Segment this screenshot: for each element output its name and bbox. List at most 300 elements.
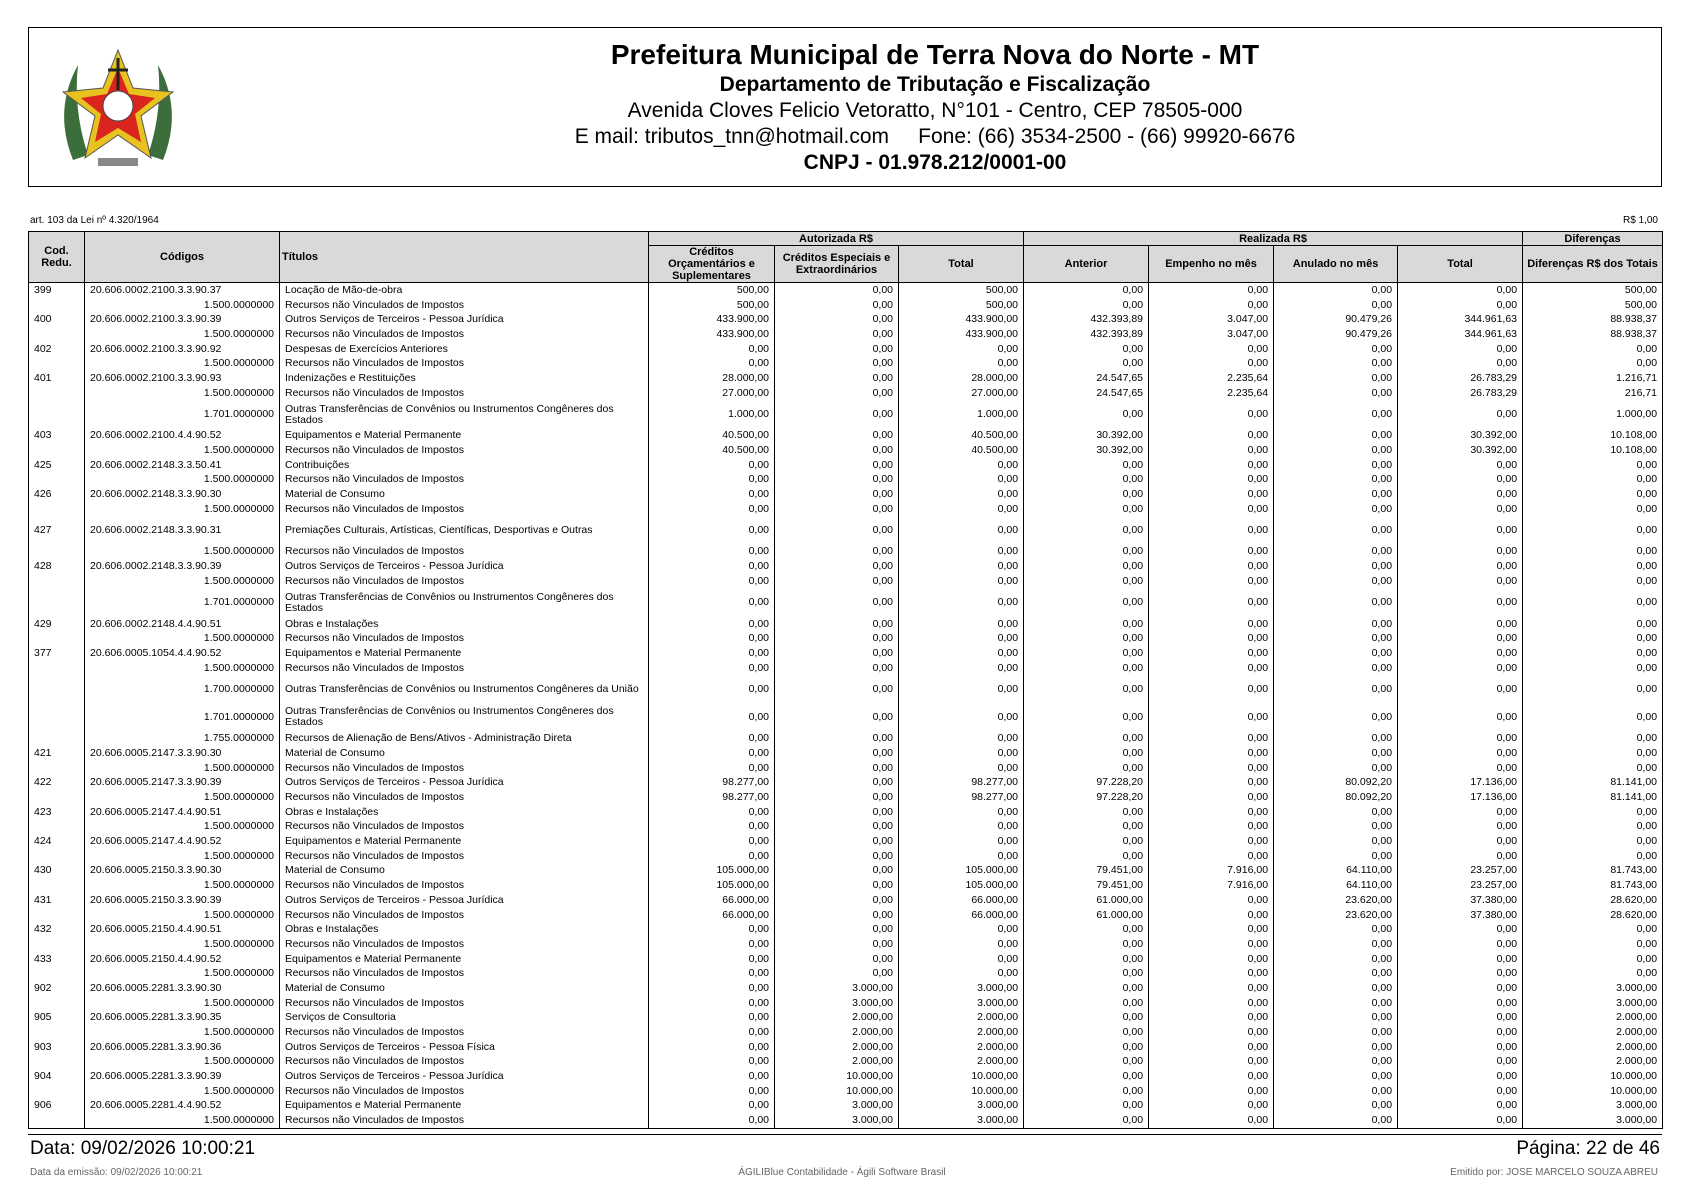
cell-total-aut: 0,00 (899, 473, 1024, 488)
cell-anterior: 0,00 (1024, 356, 1149, 371)
cell-titulo: Equipamentos e Material Permanente (280, 834, 649, 849)
cell-total-aut: 2.000,00 (899, 1055, 1024, 1070)
cell-empenho: 0,00 (1149, 1069, 1274, 1084)
cell-diferenca: 1.216,71 (1523, 371, 1663, 386)
cell-total-aut: 27.000,00 (899, 386, 1024, 401)
cell-titulo: Recursos não Vinculados de Impostos (280, 1055, 649, 1070)
cell-total-aut: 2.000,00 (899, 1011, 1024, 1026)
table-row (29, 517, 1663, 545)
cell-cred-esp: 0,00 (775, 790, 899, 805)
cell-titulo: Recursos não Vinculados de Impostos (280, 631, 649, 646)
cell-total-aut: 0,00 (899, 631, 1024, 646)
cell-empenho: 2.235,64 (1149, 386, 1274, 401)
cell-titulo: Outros Serviços de Terceiros - Pessoa Física (280, 1040, 649, 1055)
cell-total-real: 0,00 (1398, 517, 1523, 545)
cell-cred-orc: 0,00 (649, 731, 775, 746)
header-subtitle: Departamento de Tributação e Fiscalização (719, 72, 1151, 96)
col-empenho: Empenho no mês (1149, 246, 1274, 283)
cell-anulado: 0,00 (1274, 1069, 1398, 1084)
cell-empenho: 0,00 (1149, 746, 1274, 761)
cell-titulo: Recursos não Vinculados de Impostos (280, 966, 649, 981)
cell-empenho: 0,00 (1149, 805, 1274, 820)
cell-diferenca: 2.000,00 (1523, 1011, 1663, 1026)
cell-anterior: 0,00 (1024, 545, 1149, 560)
cell-cred-orc: 0,00 (649, 1069, 775, 1084)
table-row (29, 952, 1663, 967)
cell-anterior: 0,00 (1024, 922, 1149, 937)
table-row (29, 966, 1663, 981)
cell-total-aut: 66.000,00 (899, 893, 1024, 908)
cell-total-real: 17.136,00 (1398, 776, 1523, 791)
cell-cred-esp: 0,00 (775, 761, 899, 776)
cell-anulado: 23.620,00 (1274, 893, 1398, 908)
cell-cred-esp: 0,00 (775, 631, 899, 646)
cell-empenho: 0,00 (1149, 996, 1274, 1011)
cell-total-real: 26.783,29 (1398, 386, 1523, 401)
cell-total-real: 0,00 (1398, 1011, 1523, 1026)
cell-empenho: 0,00 (1149, 473, 1274, 488)
cell-empenho: 0,00 (1149, 966, 1274, 981)
cell-cod: 431 (29, 893, 85, 908)
cell-diferenca: 0,00 (1523, 473, 1663, 488)
cell-anulado: 0,00 (1274, 805, 1398, 820)
cell-titulo: Outras Transferências de Convênios ou Instrumentos Congêneres dos Estados (280, 401, 649, 429)
cell-diferenca: 88.938,37 (1523, 312, 1663, 327)
cell-diferenca: 216,71 (1523, 386, 1663, 401)
cell-total-aut: 0,00 (899, 966, 1024, 981)
cell-cod (29, 356, 85, 371)
col-diferencas: Diferenças R$ dos Totais (1523, 246, 1663, 283)
cell-empenho: 0,00 (1149, 545, 1274, 560)
cell-anulado: 0,00 (1274, 298, 1398, 313)
cell-total-aut: 0,00 (899, 731, 1024, 746)
cell-titulo: Recursos não Vinculados de Impostos (280, 473, 649, 488)
cell-diferenca: 500,00 (1523, 283, 1663, 298)
cell-anterior: 0,00 (1024, 458, 1149, 473)
cell-codigo: 20.606.0002.2148.3.3.50.41 (85, 458, 280, 473)
cell-cred-orc: 0,00 (649, 646, 775, 661)
cell-codigo: 1.500.0000000 (85, 661, 280, 676)
cell-anterior: 30.392,00 (1024, 429, 1149, 444)
table-row (29, 893, 1663, 908)
cell-empenho: 7.916,00 (1149, 878, 1274, 893)
cell-anterior: 0,00 (1024, 981, 1149, 996)
cell-total-aut: 0,00 (899, 952, 1024, 967)
cell-diferenca: 10.000,00 (1523, 1084, 1663, 1099)
cell-anterior: 0,00 (1024, 952, 1149, 967)
cell-total-aut: 2.000,00 (899, 1025, 1024, 1040)
cell-cred-orc: 0,00 (649, 1025, 775, 1040)
cell-total-real: 37.380,00 (1398, 908, 1523, 923)
cell-diferenca: 3.000,00 (1523, 1113, 1663, 1128)
cell-total-aut: 1.000,00 (899, 401, 1024, 429)
cell-anulado: 90.479,26 (1274, 327, 1398, 342)
cell-diferenca: 0,00 (1523, 952, 1663, 967)
cell-cred-orc: 0,00 (649, 675, 775, 703)
cell-anterior: 0,00 (1024, 1099, 1149, 1114)
cell-titulo: Recursos não Vinculados de Impostos (280, 790, 649, 805)
cell-titulo: Recursos não Vinculados de Impostos (280, 937, 649, 952)
cell-diferenca: 0,00 (1523, 487, 1663, 502)
cell-empenho: 0,00 (1149, 487, 1274, 502)
cell-cod (29, 327, 85, 342)
cell-cred-orc: 105.000,00 (649, 864, 775, 879)
cell-total-real: 0,00 (1398, 1084, 1523, 1099)
cell-diferenca: 2.000,00 (1523, 1055, 1663, 1070)
cell-diferenca: 1.000,00 (1523, 401, 1663, 429)
cell-codigo: 1.500.0000000 (85, 849, 280, 864)
municipal-coat-of-arms-icon (43, 40, 193, 176)
cell-titulo: Recursos não Vinculados de Impostos (280, 443, 649, 458)
cell-total-aut: 0,00 (899, 820, 1024, 835)
table-row (29, 834, 1663, 849)
cell-total-real: 0,00 (1398, 646, 1523, 661)
cell-diferenca: 10.000,00 (1523, 1069, 1663, 1084)
cell-diferenca: 28.620,00 (1523, 908, 1663, 923)
cell-anterior: 0,00 (1024, 805, 1149, 820)
table-row (29, 703, 1663, 731)
table-row (29, 937, 1663, 952)
cell-anulado: 23.620,00 (1274, 908, 1398, 923)
table-row (29, 298, 1663, 313)
cell-cod: 427 (29, 517, 85, 545)
cell-anulado: 0,00 (1274, 559, 1398, 574)
cell-cred-orc: 0,00 (649, 746, 775, 761)
cell-cred-orc: 0,00 (649, 487, 775, 502)
cell-cred-orc: 28.000,00 (649, 371, 775, 386)
cell-codigo: 1.755.0000000 (85, 731, 280, 746)
cell-cod: 433 (29, 952, 85, 967)
cell-titulo: Outros Serviços de Terceiros - Pessoa Jurídica (280, 559, 649, 574)
cell-cod: 377 (29, 646, 85, 661)
cell-anterior: 0,00 (1024, 502, 1149, 517)
group-realizada: Realizada R$ (1024, 232, 1523, 246)
cell-cred-esp: 0,00 (775, 517, 899, 545)
cell-empenho: 0,00 (1149, 283, 1274, 298)
cell-codigo: 1.500.0000000 (85, 1084, 280, 1099)
cell-total-real: 0,00 (1398, 356, 1523, 371)
cell-codigo: 1.500.0000000 (85, 966, 280, 981)
cell-anterior: 0,00 (1024, 996, 1149, 1011)
cell-titulo: Outras Transferências de Convênios ou Instrumentos Congêneres da União (280, 675, 649, 703)
cell-cred-esp: 0,00 (775, 675, 899, 703)
cell-anulado: 0,00 (1274, 1113, 1398, 1128)
cell-cred-orc: 0,00 (649, 834, 775, 849)
cell-empenho: 0,00 (1149, 401, 1274, 429)
cell-total-real: 0,00 (1398, 834, 1523, 849)
cell-diferenca: 2.000,00 (1523, 1040, 1663, 1055)
cell-total-aut: 0,00 (899, 617, 1024, 632)
cell-cred-esp: 2.000,00 (775, 1025, 899, 1040)
cell-empenho: 0,00 (1149, 458, 1274, 473)
cell-diferenca: 0,00 (1523, 820, 1663, 835)
cell-diferenca: 0,00 (1523, 342, 1663, 357)
cell-cred-esp: 0,00 (775, 805, 899, 820)
cell-total-real: 0,00 (1398, 996, 1523, 1011)
cell-cod: 429 (29, 617, 85, 632)
cell-anulado: 0,00 (1274, 661, 1398, 676)
cell-cred-orc: 27.000,00 (649, 386, 775, 401)
cell-total-real: 30.392,00 (1398, 443, 1523, 458)
cell-cod: 400 (29, 312, 85, 327)
cell-titulo: Recursos não Vinculados de Impostos (280, 1025, 649, 1040)
cell-cred-esp: 3.000,00 (775, 1099, 899, 1114)
cell-codigo: 20.606.0005.2281.3.3.90.39 (85, 1069, 280, 1084)
cell-total-real: 0,00 (1398, 675, 1523, 703)
cell-cred-esp: 2.000,00 (775, 1055, 899, 1070)
cell-titulo: Recursos não Vinculados de Impostos (280, 502, 649, 517)
cell-total-real: 0,00 (1398, 617, 1523, 632)
cell-codigo: 1.500.0000000 (85, 1025, 280, 1040)
cell-cred-esp: 0,00 (775, 327, 899, 342)
cell-cod: 402 (29, 342, 85, 357)
cell-empenho: 0,00 (1149, 790, 1274, 805)
cell-anterior: 0,00 (1024, 487, 1149, 502)
cell-total-real: 0,00 (1398, 922, 1523, 937)
cell-total-aut: 500,00 (899, 283, 1024, 298)
cell-empenho: 0,00 (1149, 559, 1274, 574)
cell-codigo: 20.606.0002.2148.3.3.90.31 (85, 517, 280, 545)
cell-cred-esp: 0,00 (775, 371, 899, 386)
table-row (29, 502, 1663, 517)
cell-diferenca: 0,00 (1523, 517, 1663, 545)
cell-total-real: 0,00 (1398, 559, 1523, 574)
table-row (29, 1025, 1663, 1040)
cell-empenho: 0,00 (1149, 443, 1274, 458)
cell-diferenca: 81.743,00 (1523, 864, 1663, 879)
cell-diferenca: 0,00 (1523, 356, 1663, 371)
table-row (29, 356, 1663, 371)
cell-titulo: Recursos não Vinculados de Impostos (280, 545, 649, 560)
cell-cred-orc: 0,00 (649, 473, 775, 488)
table-row (29, 646, 1663, 661)
cell-anulado: 0,00 (1274, 996, 1398, 1011)
cell-cred-esp: 0,00 (775, 908, 899, 923)
cell-diferenca: 0,00 (1523, 559, 1663, 574)
table-row (29, 1084, 1663, 1099)
cell-codigo: 20.606.0005.2147.4.4.90.52 (85, 834, 280, 849)
cell-cod (29, 1025, 85, 1040)
cell-anterior: 0,00 (1024, 342, 1149, 357)
cell-diferenca: 0,00 (1523, 761, 1663, 776)
cell-cod: 421 (29, 746, 85, 761)
cell-anterior: 0,00 (1024, 1113, 1149, 1128)
cell-anterior: 0,00 (1024, 1025, 1149, 1040)
cell-titulo: Recursos não Vinculados de Impostos (280, 761, 649, 776)
cell-empenho: 0,00 (1149, 661, 1274, 676)
cell-cred-orc: 500,00 (649, 283, 775, 298)
cell-cod (29, 908, 85, 923)
cell-diferenca: 0,00 (1523, 922, 1663, 937)
cell-codigo: 1.500.0000000 (85, 790, 280, 805)
currency-unit: R$ 1,00 (1622, 215, 1658, 226)
cell-anulado: 0,00 (1274, 401, 1398, 429)
cell-total-real: 0,00 (1398, 342, 1523, 357)
table-row (29, 371, 1663, 386)
cell-codigo: 1.500.0000000 (85, 545, 280, 560)
cell-cred-orc: 0,00 (649, 952, 775, 967)
cell-titulo: Recursos não Vinculados de Impostos (280, 356, 649, 371)
cell-cred-orc: 0,00 (649, 996, 775, 1011)
cell-cred-orc: 40.500,00 (649, 429, 775, 444)
cell-cred-esp: 0,00 (775, 820, 899, 835)
table-row (29, 342, 1663, 357)
cell-cred-esp: 0,00 (775, 937, 899, 952)
cell-empenho: 0,00 (1149, 849, 1274, 864)
cell-cred-orc: 66.000,00 (649, 893, 775, 908)
table-row (29, 631, 1663, 646)
cell-cred-esp: 0,00 (775, 966, 899, 981)
cell-total-real: 0,00 (1398, 1113, 1523, 1128)
col-cod: Cod. Redu. (29, 232, 85, 283)
cell-cod (29, 589, 85, 617)
cell-anulado: 0,00 (1274, 386, 1398, 401)
cell-total-real: 0,00 (1398, 401, 1523, 429)
cell-empenho: 0,00 (1149, 776, 1274, 791)
cell-titulo: Recursos não Vinculados de Impostos (280, 298, 649, 313)
cell-codigo: 20.606.0005.2147.3.3.90.39 (85, 776, 280, 791)
cell-titulo: Recursos não Vinculados de Impostos (280, 1113, 649, 1128)
cell-total-real: 0,00 (1398, 820, 1523, 835)
cell-cred-esp: 0,00 (775, 952, 899, 967)
cell-anterior: 79.451,00 (1024, 864, 1149, 879)
cell-total-aut: 0,00 (899, 487, 1024, 502)
cell-anulado: 0,00 (1274, 849, 1398, 864)
cell-anulado: 0,00 (1274, 443, 1398, 458)
cell-cred-orc: 433.900,00 (649, 312, 775, 327)
cell-cred-orc: 0,00 (649, 631, 775, 646)
cell-diferenca: 0,00 (1523, 589, 1663, 617)
cell-total-real: 0,00 (1398, 1040, 1523, 1055)
cell-cred-esp: 0,00 (775, 864, 899, 879)
cell-total-aut: 0,00 (899, 937, 1024, 952)
cell-cred-esp: 0,00 (775, 356, 899, 371)
cell-titulo: Recursos não Vinculados de Impostos (280, 327, 649, 342)
cell-anterior: 432.393,89 (1024, 327, 1149, 342)
cell-empenho: 0,00 (1149, 1113, 1274, 1128)
cell-anterior: 0,00 (1024, 731, 1149, 746)
cell-cred-esp: 0,00 (775, 849, 899, 864)
cell-empenho: 0,00 (1149, 893, 1274, 908)
header-address: Avenida Cloves Felicio Vetoratto, N°101 - Centro, CEP 78505-000 (627, 98, 1243, 122)
cell-codigo: 20.606.0005.2147.4.4.90.51 (85, 805, 280, 820)
cell-anulado: 0,00 (1274, 283, 1398, 298)
cell-diferenca: 10.108,00 (1523, 443, 1663, 458)
cell-anulado: 0,00 (1274, 631, 1398, 646)
cell-cred-orc: 0,00 (649, 661, 775, 676)
cell-anterior: 97.228,20 (1024, 790, 1149, 805)
cell-diferenca: 0,00 (1523, 703, 1663, 731)
cell-cred-esp: 0,00 (775, 559, 899, 574)
cell-total-aut: 105.000,00 (899, 864, 1024, 879)
col-codigos: Códigos (85, 232, 280, 283)
cell-empenho: 0,00 (1149, 1055, 1274, 1070)
cell-anterior: 0,00 (1024, 1040, 1149, 1055)
cell-diferenca: 81.141,00 (1523, 776, 1663, 791)
cell-total-aut: 40.500,00 (899, 443, 1024, 458)
cell-cod (29, 1084, 85, 1099)
cell-codigo: 20.606.0002.2100.4.4.90.52 (85, 429, 280, 444)
cell-empenho: 0,00 (1149, 1040, 1274, 1055)
cell-anterior: 24.547,65 (1024, 386, 1149, 401)
cell-codigo: 20.606.0002.2100.3.3.90.93 (85, 371, 280, 386)
cell-codigo: 20.606.0005.2281.3.3.90.35 (85, 1011, 280, 1026)
cell-total-aut: 0,00 (899, 545, 1024, 560)
cell-anulado: 0,00 (1274, 1055, 1398, 1070)
cell-total-aut: 0,00 (899, 646, 1024, 661)
group-autorizada: Autorizada R$ (649, 232, 1024, 246)
cell-diferenca: 0,00 (1523, 646, 1663, 661)
cell-titulo: Material de Consumo (280, 487, 649, 502)
cell-anterior: 61.000,00 (1024, 908, 1149, 923)
cell-cred-esp: 0,00 (775, 703, 899, 731)
cell-total-aut: 0,00 (899, 922, 1024, 937)
table-row (29, 283, 1663, 298)
cell-diferenca: 81.141,00 (1523, 790, 1663, 805)
cell-anterior: 0,00 (1024, 661, 1149, 676)
table-row (29, 761, 1663, 776)
cell-cod (29, 502, 85, 517)
cell-cod: 423 (29, 805, 85, 820)
cell-cred-esp: 0,00 (775, 298, 899, 313)
cell-anulado: 0,00 (1274, 517, 1398, 545)
cell-cred-esp: 0,00 (775, 922, 899, 937)
cell-cod: 428 (29, 559, 85, 574)
cell-codigo: 20.606.0005.2147.3.3.90.30 (85, 746, 280, 761)
cell-total-aut: 0,00 (899, 517, 1024, 545)
group-diferencas: Diferenças (1523, 232, 1663, 246)
cell-cred-esp: 10.000,00 (775, 1069, 899, 1084)
table-row (29, 617, 1663, 632)
table-row (29, 849, 1663, 864)
table-row (29, 864, 1663, 879)
cell-cred-orc: 0,00 (649, 966, 775, 981)
cell-codigo: 1.500.0000000 (85, 761, 280, 776)
cell-total-real: 0,00 (1398, 761, 1523, 776)
cell-total-real: 0,00 (1398, 298, 1523, 313)
cell-total-real: 0,00 (1398, 589, 1523, 617)
cell-cod (29, 545, 85, 560)
table-row (29, 922, 1663, 937)
cell-anulado: 0,00 (1274, 429, 1398, 444)
cell-titulo: Recursos não Vinculados de Impostos (280, 1084, 649, 1099)
cell-anterior: 24.547,65 (1024, 371, 1149, 386)
cell-codigo: 20.606.0005.2281.4.4.90.52 (85, 1099, 280, 1114)
cell-codigo: 20.606.0005.2150.4.4.90.51 (85, 922, 280, 937)
cell-diferenca: 0,00 (1523, 805, 1663, 820)
cell-anterior: 0,00 (1024, 283, 1149, 298)
budget-table (28, 231, 1663, 1129)
cell-total-real: 0,00 (1398, 502, 1523, 517)
cell-anterior: 0,00 (1024, 1084, 1149, 1099)
cell-anulado: 0,00 (1274, 731, 1398, 746)
cell-cod (29, 937, 85, 952)
cell-codigo: 1.500.0000000 (85, 386, 280, 401)
cell-cred-orc: 0,00 (649, 805, 775, 820)
cell-empenho: 0,00 (1149, 646, 1274, 661)
cell-anulado: 0,00 (1274, 545, 1398, 560)
table-row (29, 908, 1663, 923)
cell-codigo: 1.500.0000000 (85, 908, 280, 923)
cell-empenho: 0,00 (1149, 981, 1274, 996)
cell-cod (29, 849, 85, 864)
table-row (29, 878, 1663, 893)
cell-anterior: 0,00 (1024, 298, 1149, 313)
cell-empenho: 0,00 (1149, 298, 1274, 313)
cell-titulo: Material de Consumo (280, 864, 649, 879)
table-row (29, 487, 1663, 502)
cell-cod (29, 878, 85, 893)
